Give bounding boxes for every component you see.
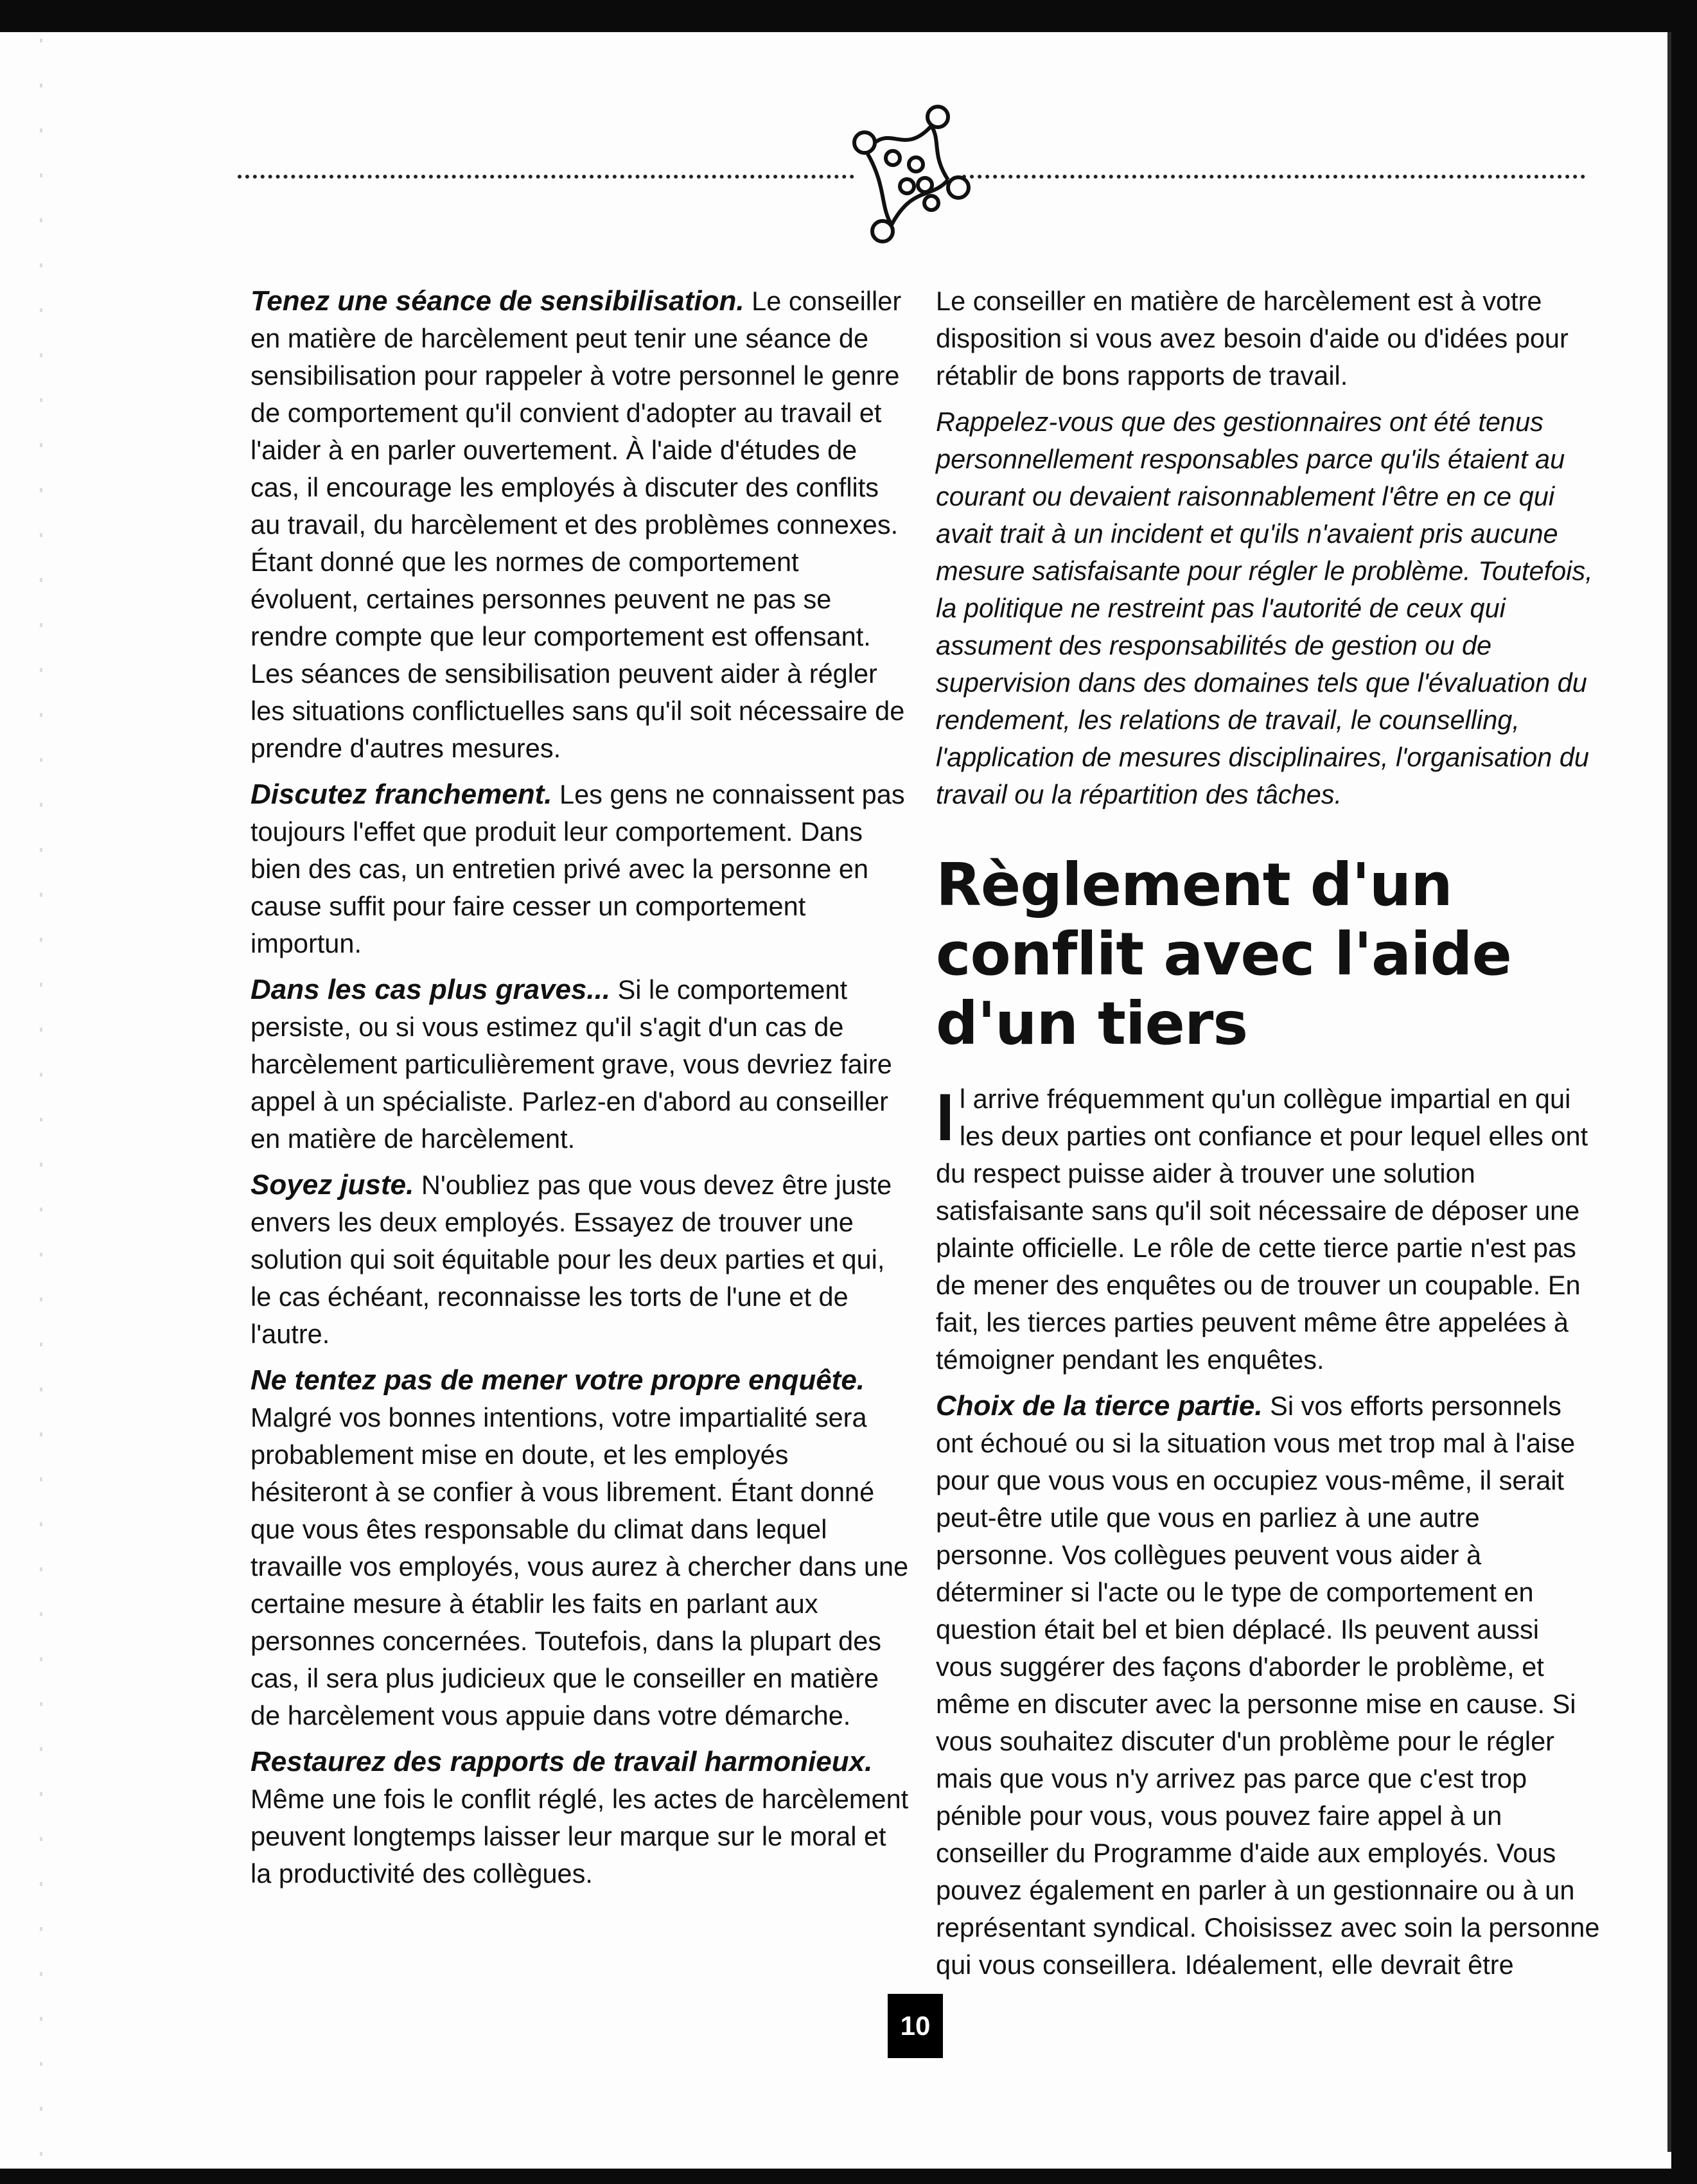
scan-border-top [0,0,1697,32]
scan-border-right [1671,0,1697,2184]
header-dotted-rule-left [238,175,854,179]
paragraph-cas-graves [251,971,912,1158]
paragraph-text: Si vos efforts personnels ont échoué ou si la situation vous met trop mal à l'aise pour que vous vous en occupiez vous-même, il serait peut-être utile que vous en parliez à une autre personne. Vos collègues peuvent vous aider à déterminer si l'acte ou le type de comportement en question était bel et bien déplacé. Ils peuvent aussi vous suggérer des façons d'aborder le problème, et même en discuter avec la personne mise en cause. Si vous souhaitez discuter d'un problème pour le régler mais que vous n'y arrivez pas parce que c'est trop pénible pour vous, vous pouvez faire appel à un conseiller du Programme d'aide aux employés. Vous pouvez également en parler à un gestionnaire ou à un représentant syndical. Choisissez avec soin la personne qui vous conseillera. Idéalement, elle devrait être [936,1391,1600,1980]
page-number: 10 [888,1994,943,2058]
paragraph-lead: Ne tentez pas de mener votre propre enquête. [251,1364,865,1396]
puzzle-icon [835,103,989,251]
paragraph-soyez-juste [251,1167,912,1353]
scan-shadow-right [1667,32,1671,2152]
scan-border-bottom [0,2169,1697,2184]
paragraph-text: Si le comportement persiste, ou si vous estimez qu'il s'agit d'un cas de harcèlement particulièrement grave, vous devriez faire appel à un spécialiste. Parlez-en d'abord au conseiller en matière de harcèlement. [251,974,892,1154]
paragraph-enquete [251,1362,912,1734]
paragraph-lead: Restaurez des rapports de travail harmonieux. [251,1746,873,1777]
paragraph-lead: Dans les cas plus graves... [251,974,611,1005]
paragraph-lead: Soyez juste. [251,1169,414,1201]
paragraph-choix [936,1387,1601,1984]
drop-cap: I [936,1080,954,1155]
paragraph-text: N'oubliez pas que vous devez être juste envers les deux employés. Essayez de trouver une solution qui soit équitable pour les deux parties et qui, le cas échéant, reconnaisse les torts de l'une et de l'autre. [251,1170,892,1349]
paragraph-intro: Le conseiller en matière de harcèlement est à votre disposition si vous avez besoin d'aide ou d'idées pour rétablir de bons rapports de travail. [936,286,1569,391]
paragraph-italic-note: Rappelez-vous que des gestionnaires ont été tenus personnellement responsables parce qu'ils étaient au courant ou devaient raisonnablement l'être en ce qui avait trait à un incident et qu'ils n'avaient pris aucune mesure satisfaisante pour régler le problème. Toutefois, la politique ne restreint pas l'autorité de ceux qui assument des responsabilités de gestion ou de supervision dans des domaines tels que l'évaluation du rendement, les relations de travail, le counselling, l'application de mesures disciplinaires, l'organisation du travail ou la répartition des tâches. [936,407,1593,809]
right-column [936,283,1601,1993]
paragraph-lead: Discutez franchement. [251,779,552,810]
paragraph-tiers [936,1080,1601,1378]
section-heading: Règlement d'un conflit avec l'aide d'un tiers [936,850,1511,1058]
paragraph-sensibilisation [251,283,912,767]
paragraph-rapports [251,1743,912,1892]
paragraph-text: l arrive fréquemment qu'un collègue impartial en qui les deux parties ont confiance et pour lequel elles ont du respect puisse aider à trouver une solution satisfaisante sans qu'il soit nécessaire de déposer une plainte officielle. Le rôle de cette tierce partie n'est pas de mener des enquêtes ou de trouver un coupable. En fait, les tierces parties peuvent même être appelées à témoigner pendant les enquêtes. [936,1084,1588,1375]
paragraph-text: Le conseiller en matière de harcèlement peut tenir une séance de sensibilisation pour rappeler à votre personnel le genre de comportement qu'il convient d'adopter au travail et l'aider à en parler ouvertement. À l'aide d'études de cas, il encourage les employés à discuter des conflits au travail, du harcèlement et des problèmes connexes. Étant donné que les normes de comportement évoluent, certaines personnes peuvent ne pas se rendre compte que leur comportement est offensant. Les séances de sensibilisation peuvent aider à régler les situations conflictuelles sans qu'il soit nécessaire de prendre d'autres mesures. [251,286,905,763]
scan-binding-marks [40,39,42,2158]
paragraph-text: Même une fois le conflit réglé, les actes de harcèlement peuvent longtemps laisser leur marque sur le moral et la productivité des collègues. [251,1784,909,1889]
paragraph-text: Les gens ne connaissent pas toujours l'effet que produit leur comportement. Dans bien des cas, un entretien privé avec la personne en cause suffit pour faire cesser un comportement importun. [251,779,905,958]
paragraph-lead: Choix de la tierce partie. [936,1390,1263,1422]
paragraph-text: Malgré vos bonnes intentions, votre impartialité sera probablement mise en doute, et les employés hésiteront à se confier à vous librement. Étant donné que vous êtes responsable du climat dans lequel travaille vos employés, vous aurez à chercher dans une certaine mesure à établir les faits en parlant aux personnes concernées. Toutefois, dans la plupart des cas, il sera plus judicieux que le conseiller en matière de harcèlement vous appuie dans votre démarche. [251,1402,909,1730]
paragraph-discutez [251,776,912,962]
header-dotted-rule-right [962,175,1585,179]
left-column [251,283,912,1901]
paragraph-lead: Tenez une séance de sensibilisation. [251,285,744,317]
